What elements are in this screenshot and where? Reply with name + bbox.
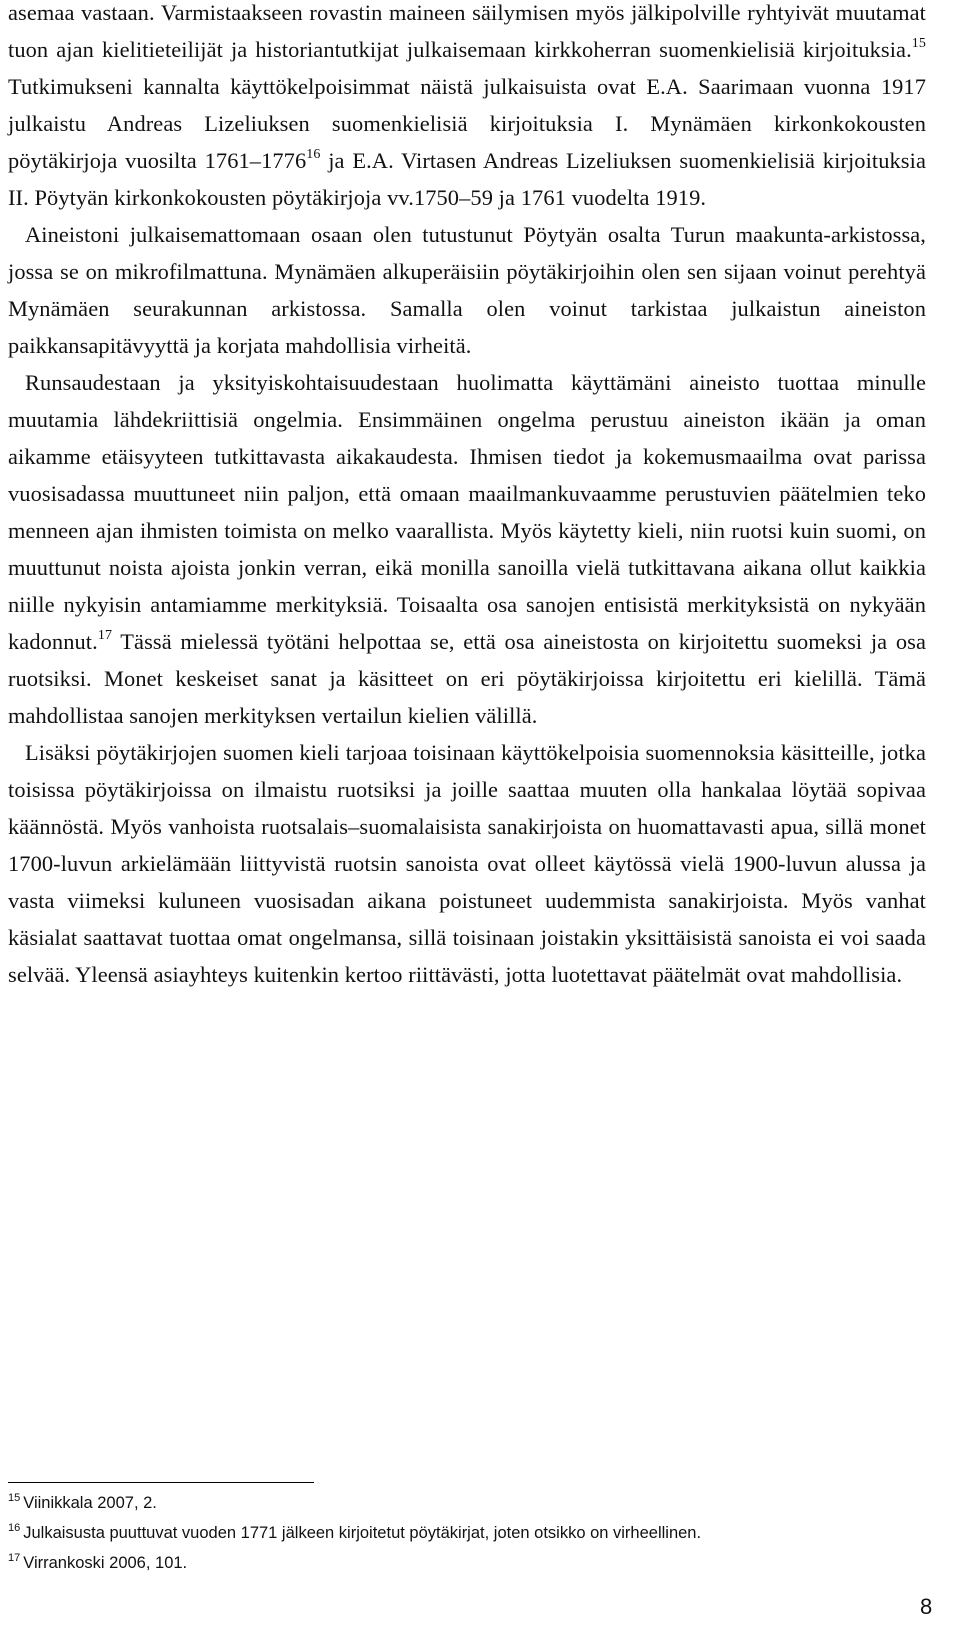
body-text [8, 0, 926, 993]
paragraph-4 [8, 734, 926, 993]
paragraph-text: asemaa vastaan. Varmistaakseen rovastin maineen säilymisen myös jälkipolville ryhtyivät muutamat tuon ajan kielitieteilijät ja historiantutkijat julkaisemaan kirkkoherran suomenkielisiä kirjoituksia. [8, 0, 926, 62]
paragraph-2 [8, 216, 926, 364]
footnote-ref-16[interactable]: 16 [306, 147, 321, 162]
footnote-ref-15[interactable]: 15 [911, 36, 926, 51]
footnote-17 [8, 1548, 926, 1578]
paragraph-1 [8, 0, 926, 216]
footnote-15 [8, 1488, 926, 1518]
footnote-divider [8, 1482, 314, 1483]
paragraph-text: Aineistoni julkaisemattomaan osaan olen tutustunut Pöytyän osalta Turun maakunta-arkistossa, jossa se on mikrofilmattuna. Mynämäen alkuperäisiin pöytäkirjoihin olen sen sijaan voinut perehtyä Mynämäen seurakunnan arkistossa. Samalla olen voinut tarkistaa julkaistun aineiston paikkansapitävyyttä ja korjata mahdollisia virheitä. [8, 222, 926, 358]
paragraph-text: Lisäksi pöytäkirjojen suomen kieli tarjoaa toisinaan käyttökelpoisia suomennoksia käsitteille, jotka toisissa pöytäkirjoissa on ilmaistu ruotsiksi ja joille saattaa muuten olla hankalaa löytää sopivaa käännöstä. Myös vanhoista ruotsalais–suomalaisista sanakirjoista on huomattavasti apua, sillä monet 1700-luvun arkielämään liittyvistä ruotsin sanoista ovat olleet käytössä vielä 1900-luvun alussa ja vasta viimeksi kuluneen vuosisadan aikana poistuneet uudemmista sanakirjoista. Myös vanhat käsialat saattavat tuottaa omat ongelmansa, sillä toisinaan joistakin yksittäisistä sanoista ei voi saada selvää. Yleensä asiayhteys kuitenkin kertoo riittävästi, jotta luotettavat päätelmät ovat mahdollisia. [8, 740, 926, 987]
footnote-text: Julkaisusta puuttuvat vuoden 1771 jälkeen kirjoitetut pöytäkirjat, joten otsikko on virheellinen. [23, 1524, 702, 1542]
paragraph-text: Tutkimukseni kannalta käyttökelpoisimmat näistä julkaisuista ovat E.A. Saarimaan vuonna 1917 julkaistu Andreas Lizeliuksen suomenkielisiä kirjoituksia I. Mynämäen kirkonkokousten pöytäkirjoja vuosilta 1761–1776 [8, 74, 926, 173]
paragraph-3 [8, 364, 926, 734]
footnote-number: 15 [8, 1492, 21, 1504]
paragraph-text: Tässä mielessä työtäni helpottaa se, että osa aineistosta on kirjoitettu suomeksi ja osa ruotsiksi. Monet keskeiset sanat ja käsitteet on eri pöytäkirjoissa kirjoitettu eri kielillä. Tämä mahdollistaa sanojen merkityksen vertailun kielien välillä. [8, 629, 926, 728]
footnote-16 [8, 1518, 926, 1548]
footnote-text: Virrankoski 2006, 101. [23, 1554, 188, 1572]
footnote-ref-17[interactable]: 17 [97, 628, 113, 643]
page-number: 8 [920, 1594, 933, 1619]
footnote-text: Viinikkala 2007, 2. [23, 1494, 157, 1512]
paragraph-text: ja E.A. Virtasen Andreas Lizeliuksen suomenkielisiä kirjoituksia II. Pöytyän kirkonkokousten pöytäkirjoja vv.1750–59 ja 1761 vuodelta 1919. [8, 148, 926, 210]
paragraph-text: Runsaudestaan ja yksityiskohtaisuudestaan huolimatta käyttämäni aineisto tuottaa minulle muutamia lähdekriittisiä ongelmia. Ensimmäinen ongelma perustuu aineiston ikään ja oman aikamme etäisyyteen tutkittavasta aikakaudesta. Ihmisen tiedot ja kokemusmaailma ovat parissa vuosisadassa muuttuneet niin paljon, että omaan maailmankuvaamme perustuvien päätelmien teko menneen ajan ihmisten toimista on melko vaarallista. Myös käytetty kieli, niin ruotsi kuin suomi, on muuttunut noista ajoista jonkin verran, eikä monilla sanoilla vielä tutkittavana aikana ollut kaikkia niille nykyisin antamiamme merkityksiä. Toisaalta osa sanojen entisistä merkityksistä on nykyään kadonnut. [8, 370, 926, 654]
footnote-number: 16 [8, 1522, 21, 1534]
footnotes [8, 1488, 926, 1578]
footnote-number: 17 [8, 1552, 21, 1564]
